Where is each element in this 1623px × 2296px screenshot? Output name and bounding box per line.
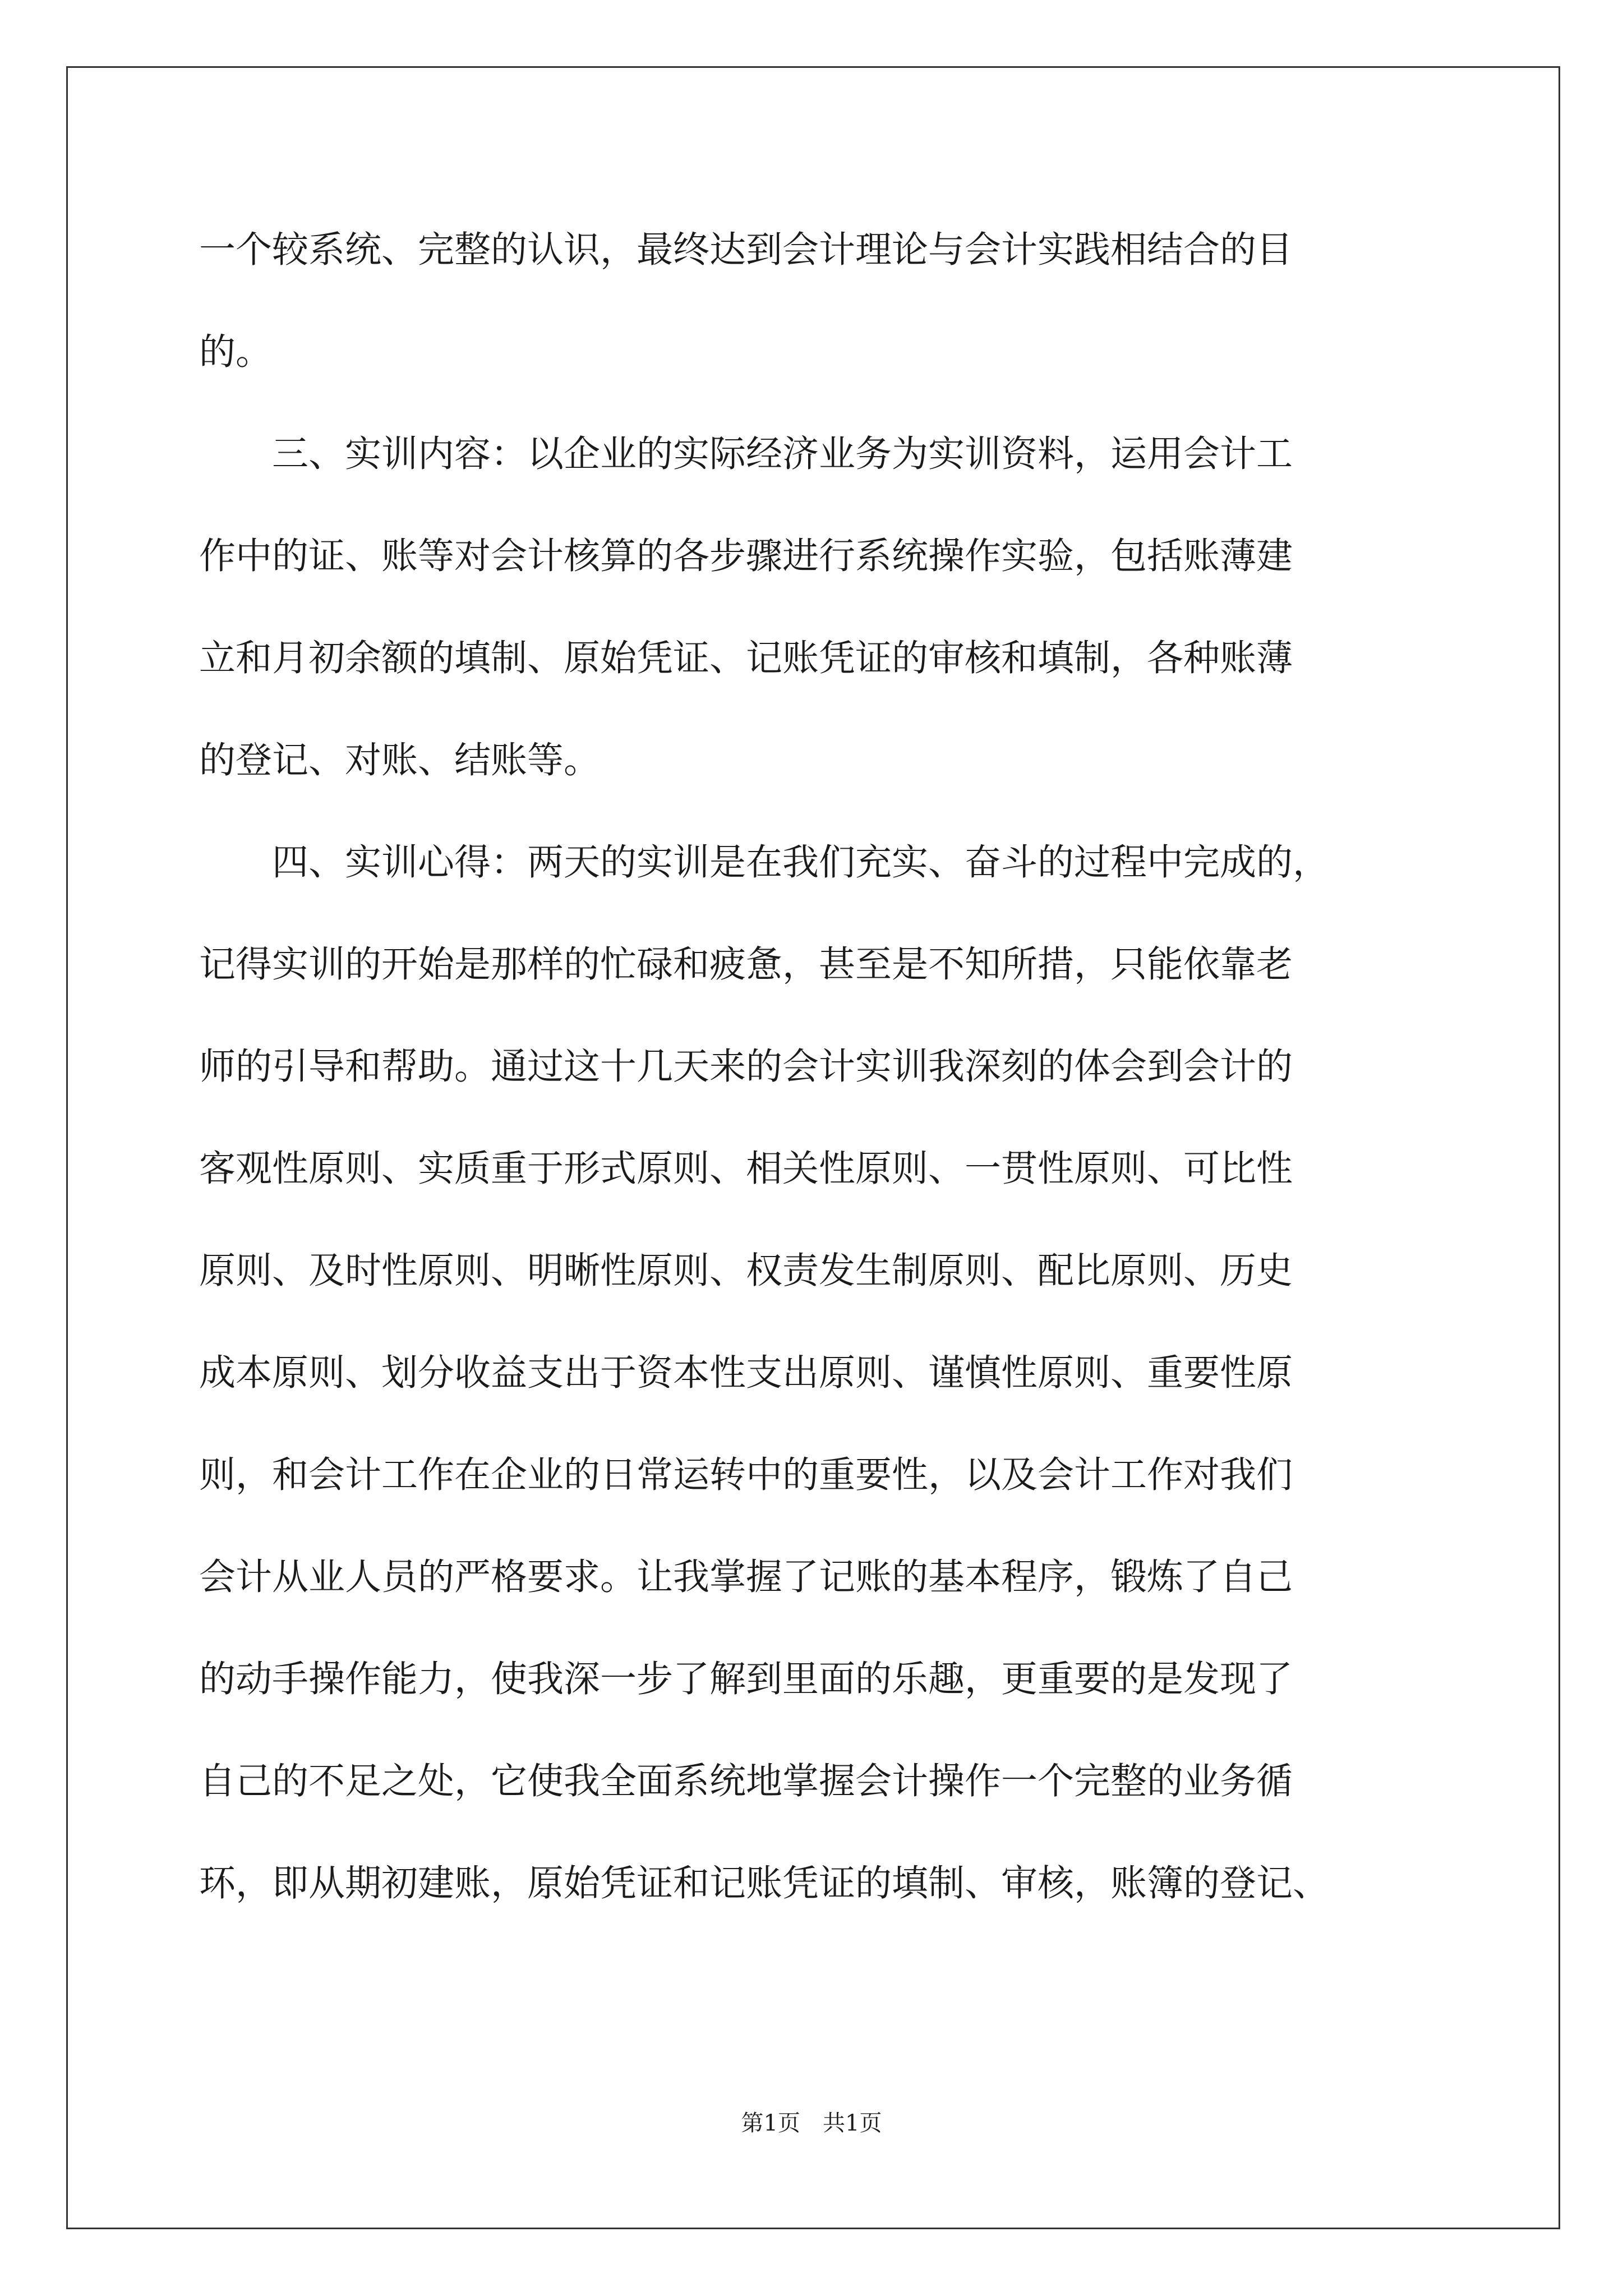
text-line: 的。 <box>199 331 273 373</box>
text-line: 师的引导和帮助。通过这十几天来的会计实训我深刻的体会到会计的 <box>199 1046 1293 1088</box>
text-line: 一个较系统、完整的认识，最终达到会计理论与会计实践相结合的目 <box>199 229 1293 271</box>
text-line: 环，即从期初建账，原始凭证和记账凭证的填制、审核，账簿的登记、 <box>199 1862 1330 1904</box>
text-line: 作中的证、账等对会计核算的各步骤进行系统操作实验，包括账薄建 <box>199 535 1293 577</box>
text-line: 自己的不足之处，它使我全面系统地掌握会计操作一个完整的业务循 <box>199 1760 1293 1802</box>
text-line: 立和月初余额的填制、原始凭证、记账凭证的审核和填制，各种账薄 <box>199 637 1293 679</box>
text-line: 三、实训内容：以企业的实际经济业务为实训资料，运用会计工 <box>199 433 1293 475</box>
text-line: 成本原则、划分收益支出于资本性支出原则、谨慎性原则、重要性原 <box>199 1352 1293 1394</box>
document-body <box>199 199 1433 1935</box>
text-line: 四、实训心得：两天的实训是在我们充实、奋斗的过程中完成的， <box>199 841 1330 884</box>
text-line: 记得实训的开始是那样的忙碌和疲惫，甚至是不知所措，只能依靠老 <box>199 944 1293 986</box>
text-line: 原则、及时性原则、明晰性原则、权责发生制原则、配比原则、历史 <box>199 1250 1293 1292</box>
text-line: 会计从业人员的严格要求。让我掌握了记账的基本程序，锻炼了自己 <box>199 1556 1293 1598</box>
page-number: 第1页 共1页 <box>741 2110 882 2136</box>
text-line: 客观性原则、实质重于形式原则、相关性原则、一贯性原则、可比性 <box>199 1148 1293 1190</box>
text-line: 的登记、对账、结账等。 <box>199 739 601 781</box>
text-line: 则，和会计工作在企业的日常运转中的重要性，以及会计工作对我们 <box>199 1454 1293 1496</box>
text-line: 的动手操作能力，使我深一步了解到里面的乐趣，更重要的是发现了 <box>199 1658 1293 1700</box>
